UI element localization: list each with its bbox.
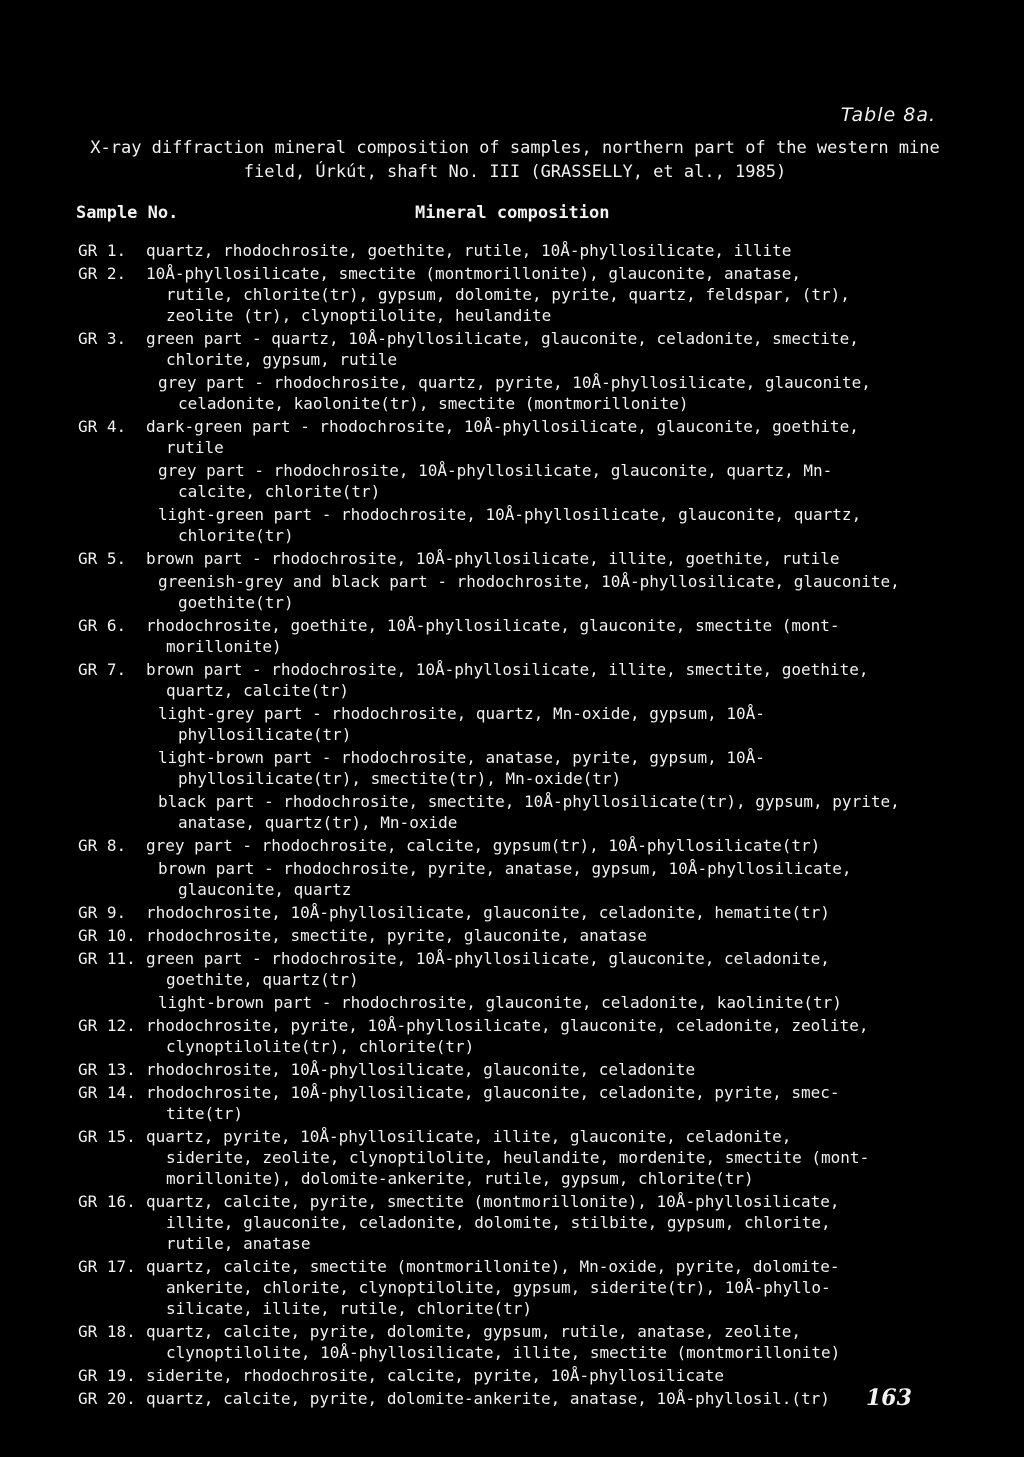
sample-id: GR 16. — [78, 1192, 136, 1211]
composition-part — [158, 460, 946, 502]
sample-id: GR 4. — [78, 417, 127, 436]
composition-part — [146, 240, 946, 261]
composition-part — [146, 416, 946, 458]
composition-part — [146, 548, 946, 569]
sample-id: GR 19. — [78, 1366, 136, 1385]
mineral-composition — [146, 948, 946, 1013]
sample-id: GR 8. — [78, 836, 127, 855]
composition-part — [158, 747, 946, 789]
sample-id: GR 14. — [78, 1083, 136, 1102]
sample-entry — [0, 659, 1024, 833]
composition-line: dark-green part - rhodochrosite, 10Å-phyllosilicate, glauconite, goethite, — [146, 417, 859, 436]
sample-entry — [0, 835, 1024, 900]
composition-line: quartz, rhodochrosite, goethite, rutile, 10Å-phyllosilicate, illite — [146, 241, 792, 260]
composition-line: light-grey part - rhodochrosite, quartz, Mn-oxide, gypsum, 10Å- — [158, 704, 765, 723]
composition-part — [158, 372, 946, 414]
sample-id: GR 17. — [78, 1257, 136, 1276]
composition-line: rhodochrosite, smectite, pyrite, glauconite, anatase — [146, 926, 647, 945]
column-header-sample: Sample No. — [76, 203, 179, 223]
composition-line: zeolite (tr), clynoptilolite, heulandite — [166, 306, 552, 325]
composition-line: brown part - rhodochrosite, pyrite, anatase, gypsum, 10Å-phyllosilicate, — [158, 859, 852, 878]
mineral-composition — [146, 1059, 946, 1080]
sample-entry — [0, 1256, 1024, 1319]
composition-part — [146, 1321, 946, 1363]
composition-line: green part - quartz, 10Å-phyllosilicate, glauconite, celadonite, smectite, — [146, 329, 859, 348]
composition-part — [158, 571, 946, 613]
sample-id: GR 2. — [78, 264, 127, 283]
mineral-composition — [146, 1126, 946, 1189]
composition-line: grey part - rhodochrosite, quartz, pyrite, 10Å-phyllosilicate, glauconite, — [158, 373, 871, 392]
composition-line: brown part - rhodochrosite, 10Å-phyllosilicate, illite, goethite, rutile — [146, 549, 840, 568]
composition-part — [158, 791, 946, 833]
sample-entry — [0, 615, 1024, 657]
composition-line: green part - rhodochrosite, 10Å-phyllosilicate, glauconite, celadonite, — [146, 949, 830, 968]
composition-part — [146, 1256, 946, 1319]
mineral-composition — [146, 416, 946, 546]
table-label: Table 8a. — [840, 104, 936, 126]
sample-id: GR 3. — [78, 329, 127, 348]
composition-line: tite(tr) — [166, 1104, 244, 1123]
composition-line: chlorite(tr) — [178, 526, 294, 545]
composition-line: light-brown part - rhodochrosite, anatase, pyrite, gypsum, 10Å- — [158, 748, 765, 767]
composition-line: clynoptilolite, 10Å-phyllosilicate, illite, smectite (montmorillonite) — [166, 1343, 841, 1362]
sample-id: GR 6. — [78, 616, 127, 635]
table-title-line-2: field, Úrkút, shaft No. III (GRASSELLY, et al., 1985) — [243, 162, 787, 182]
composition-line: illite, glauconite, celadonite, dolomite, stilbite, gypsum, chlorite, — [166, 1213, 831, 1232]
composition-line: rutile, chlorite(tr), gypsum, dolomite, pyrite, quartz, feldspar, (tr), — [166, 285, 850, 304]
composition-line: silicate, illite, rutile, chlorite(tr) — [166, 1299, 533, 1318]
composition-line: quartz, calcite, smectite (montmorillonite), Mn-oxide, pyrite, dolomite- — [146, 1257, 840, 1276]
composition-line: siderite, zeolite, clynoptilolite, heulandite, mordenite, smectite (mont- — [166, 1148, 870, 1167]
composition-line: clynoptilolite(tr), chlorite(tr) — [166, 1037, 475, 1056]
sample-entry — [0, 1015, 1024, 1057]
table-title — [70, 136, 960, 184]
composition-part — [146, 659, 946, 701]
sample-entry — [0, 948, 1024, 1013]
composition-line: light-brown part - rhodochrosite, glauconite, celadonite, kaolinite(tr) — [158, 993, 842, 1012]
mineral-composition — [146, 1256, 946, 1319]
composition-part — [158, 703, 946, 745]
sample-entry — [0, 1059, 1024, 1080]
composition-part — [146, 835, 946, 856]
composition-part — [146, 1388, 946, 1409]
sample-id: GR 13. — [78, 1060, 136, 1079]
composition-line: calcite, chlorite(tr) — [178, 482, 381, 501]
composition-line: chlorite, gypsum, rutile — [166, 350, 398, 369]
sample-id: GR 7. — [78, 660, 127, 679]
composition-part — [146, 1191, 946, 1254]
composition-line: quartz, pyrite, 10Å-phyllosilicate, illite, glauconite, celadonite, — [146, 1127, 792, 1146]
composition-line: grey part - rhodochrosite, calcite, gypsum(tr), 10Å-phyllosilicate(tr) — [146, 836, 821, 855]
composition-line: black part - rhodochrosite, smectite, 10Å-phyllosilicate(tr), gypsum, pyrite, — [158, 792, 900, 811]
composition-part — [158, 858, 946, 900]
composition-line: celadonite, kaolonite(tr), smectite (montmorillonite) — [178, 394, 689, 413]
composition-line: rhodochrosite, pyrite, 10Å-phyllosilicate, glauconite, celadonite, zeolite, — [146, 1016, 869, 1035]
sample-id: GR 15. — [78, 1127, 136, 1146]
composition-line: quartz, calcite, pyrite, dolomite, gypsum, rutile, anatase, zeolite, — [146, 1322, 802, 1341]
composition-part — [146, 1082, 946, 1124]
composition-line: rutile, anatase — [166, 1234, 311, 1253]
mineral-composition — [146, 1082, 946, 1124]
page-number: 163 — [866, 1385, 912, 1411]
sample-entry — [0, 925, 1024, 946]
sample-id: GR 5. — [78, 549, 127, 568]
composition-part — [146, 1126, 946, 1189]
composition-part — [146, 263, 946, 326]
composition-line: phyllosilicate(tr), smectite(tr), Mn-oxide(tr) — [178, 769, 622, 788]
composition-line: rutile — [166, 438, 224, 457]
composition-part — [146, 925, 946, 946]
composition-part — [146, 1015, 946, 1057]
mineral-composition — [146, 1321, 946, 1363]
composition-line: morillonite), dolomite-ankerite, rutile, gypsum, chlorite(tr) — [166, 1169, 754, 1188]
sample-entry — [0, 1082, 1024, 1124]
mineral-composition — [146, 1365, 946, 1386]
composition-line: siderite, rhodochrosite, calcite, pyrite, 10Å-phyllosilicate — [146, 1366, 724, 1385]
sample-entry — [0, 416, 1024, 546]
sample-entry — [0, 240, 1024, 261]
sample-id: GR 10. — [78, 926, 136, 945]
mineral-composition — [146, 1015, 946, 1057]
sample-id: GR 18. — [78, 1322, 136, 1341]
composition-line: glauconite, quartz — [178, 880, 352, 899]
sample-entry — [0, 263, 1024, 326]
composition-line: quartz, calcite, pyrite, dolomite-ankerite, anatase, 10Å-phyllosil.(tr) — [146, 1389, 830, 1408]
mineral-composition — [146, 925, 946, 946]
composition-line: anatase, quartz(tr), Mn-oxide — [178, 813, 458, 832]
composition-line: brown part - rhodochrosite, 10Å-phyllosilicate, illite, smectite, goethite, — [146, 660, 869, 679]
composition-part — [146, 1365, 946, 1386]
composition-line: phyllosilicate(tr) — [178, 725, 352, 744]
composition-line: greenish-grey and black part - rhodochrosite, 10Å-phyllosilicate, glauconite, — [158, 572, 900, 591]
sample-entry — [0, 1126, 1024, 1189]
composition-line: goethite, quartz(tr) — [166, 970, 359, 989]
composition-line: light-green part - rhodochrosite, 10Å-phyllosilicate, glauconite, quartz, — [158, 505, 862, 524]
composition-line: rhodochrosite, 10Å-phyllosilicate, glauconite, celadonite — [146, 1060, 696, 1079]
composition-part — [146, 615, 946, 657]
composition-line: morillonite) — [166, 637, 282, 656]
composition-part — [158, 504, 946, 546]
composition-line: rhodochrosite, 10Å-phyllosilicate, glauconite, celadonite, hematite(tr) — [146, 903, 830, 922]
sample-id: GR 12. — [78, 1016, 136, 1035]
composition-line: rhodochrosite, goethite, 10Å-phyllosilicate, glauconite, smectite (mont- — [146, 616, 840, 635]
composition-part — [146, 328, 946, 370]
sample-entry — [0, 902, 1024, 923]
composition-line: rhodochrosite, 10Å-phyllosilicate, glauconite, celadonite, pyrite, smec- — [146, 1083, 840, 1102]
composition-part — [146, 948, 946, 990]
mineral-composition — [146, 240, 946, 261]
sample-id: GR 9. — [78, 903, 127, 922]
sample-list — [0, 240, 1024, 1411]
composition-line: goethite(tr) — [178, 593, 294, 612]
sample-entry — [0, 548, 1024, 613]
mineral-composition — [146, 615, 946, 657]
composition-line: quartz, calcite(tr) — [166, 681, 350, 700]
sample-entry — [0, 1191, 1024, 1254]
sample-id: GR 11. — [78, 949, 136, 968]
sample-id: GR 1. — [78, 241, 127, 260]
mineral-composition — [146, 328, 946, 414]
composition-line: 10Å-phyllosilicate, smectite (montmorillonite), glauconite, anatase, — [146, 264, 802, 283]
table-title-line-1: X-ray diffraction mineral composition of samples, northern part of the western mine — [90, 138, 940, 158]
sample-entry — [0, 1321, 1024, 1363]
mineral-composition — [146, 263, 946, 326]
mineral-composition — [146, 835, 946, 900]
composition-part — [146, 902, 946, 923]
mineral-composition — [146, 1388, 946, 1409]
sample-entry — [0, 1365, 1024, 1386]
mineral-composition — [146, 548, 946, 613]
mineral-composition — [146, 659, 946, 833]
composition-line: grey part - rhodochrosite, 10Å-phyllosilicate, glauconite, quartz, Mn- — [158, 461, 833, 480]
composition-part — [146, 1059, 946, 1080]
composition-part — [158, 992, 946, 1013]
column-header-mineral: Mineral composition — [415, 203, 610, 223]
sample-id: GR 20. — [78, 1389, 136, 1408]
composition-line: quartz, calcite, pyrite, smectite (montmorillonite), 10Å-phyllosilicate, — [146, 1192, 840, 1211]
mineral-composition — [146, 902, 946, 923]
composition-line: ankerite, chlorite, clynoptilolite, gypsum, siderite(tr), 10Å-phyllo- — [166, 1278, 831, 1297]
mineral-composition — [146, 1191, 946, 1254]
sample-entry — [0, 328, 1024, 414]
